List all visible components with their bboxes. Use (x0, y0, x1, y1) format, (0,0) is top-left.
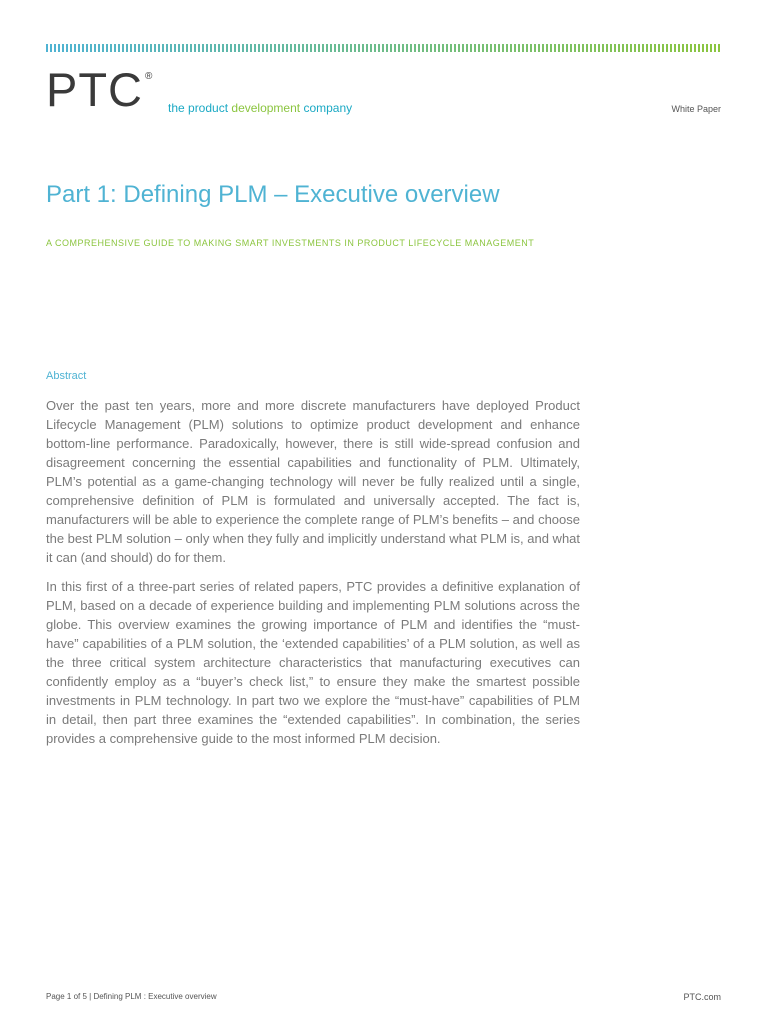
tagline-part2: development (231, 101, 301, 115)
footer-website-link[interactable]: PTC.com (683, 992, 721, 1002)
tagline-part3: company (303, 101, 353, 115)
abstract-paragraph: Over the past ten years, more and more discrete manufacturers have deployed Product Lifecycle Management (PLM) solutions to optimize product development and enhance bottom-line performance. Paradoxically, however, there is still wide-spread confusion and disagreement concerning the essential capabilities and functionality of PLM. Ultimately, PLM’s potential as a game-changing technology will never be fully realized until a single, comprehensive definition of PLM is formulated and universally accepted. The fact is, manufacturers will be able to experience the complete range of PLM’s benefits – and choose the best PLM solution – only when they fully and implicitly understand what PLM is, and what it can (and should) do for them. (46, 398, 581, 565)
document-type-label: White Paper (671, 104, 721, 114)
company-tagline (168, 101, 352, 115)
page-subtitle: A COMPREHENSIVE GUIDE TO MAKING SMART INVESTMENTS IN PRODUCT LIFECYCLE MANAGEMENT (46, 238, 535, 248)
tagline-part1: the product (168, 101, 229, 115)
registered-mark: ® (145, 71, 154, 82)
decorative-stripe-bar (46, 44, 722, 52)
abstract-heading: Abstract (46, 370, 87, 382)
abstract-paragraph: In this first of a three-part series of related papers, PTC provides a definitive explanation of PLM, based on a decade of experience building and implementing PLM solutions across the globe. This overview examines the growing importance of PLM and identifies the “must-have” capabilities of a PLM solution, the ‘extended capabilities’ of a PLM solution, as well as the three critical system architecture characteristics that manufacturing executives can confidently employ as a “buyer’s check list,” to ensure they make the smartest possible investments in PLM technology. In part two we explore the “must-have” capabilities of PLM in detail, then part three examines the “extended capabilities”. In combination, the series provides a comprehensive guide to the most informed PLM decision. (46, 579, 580, 746)
logo-text: PTC (46, 63, 143, 116)
ptc-logo (46, 63, 154, 116)
footer-page-info: Page 1 of 5 | Defining PLM : Executive overview (46, 992, 217, 1001)
page-title: Part 1: Defining PLM – Executive overview (46, 181, 500, 208)
abstract-body (46, 396, 580, 758)
